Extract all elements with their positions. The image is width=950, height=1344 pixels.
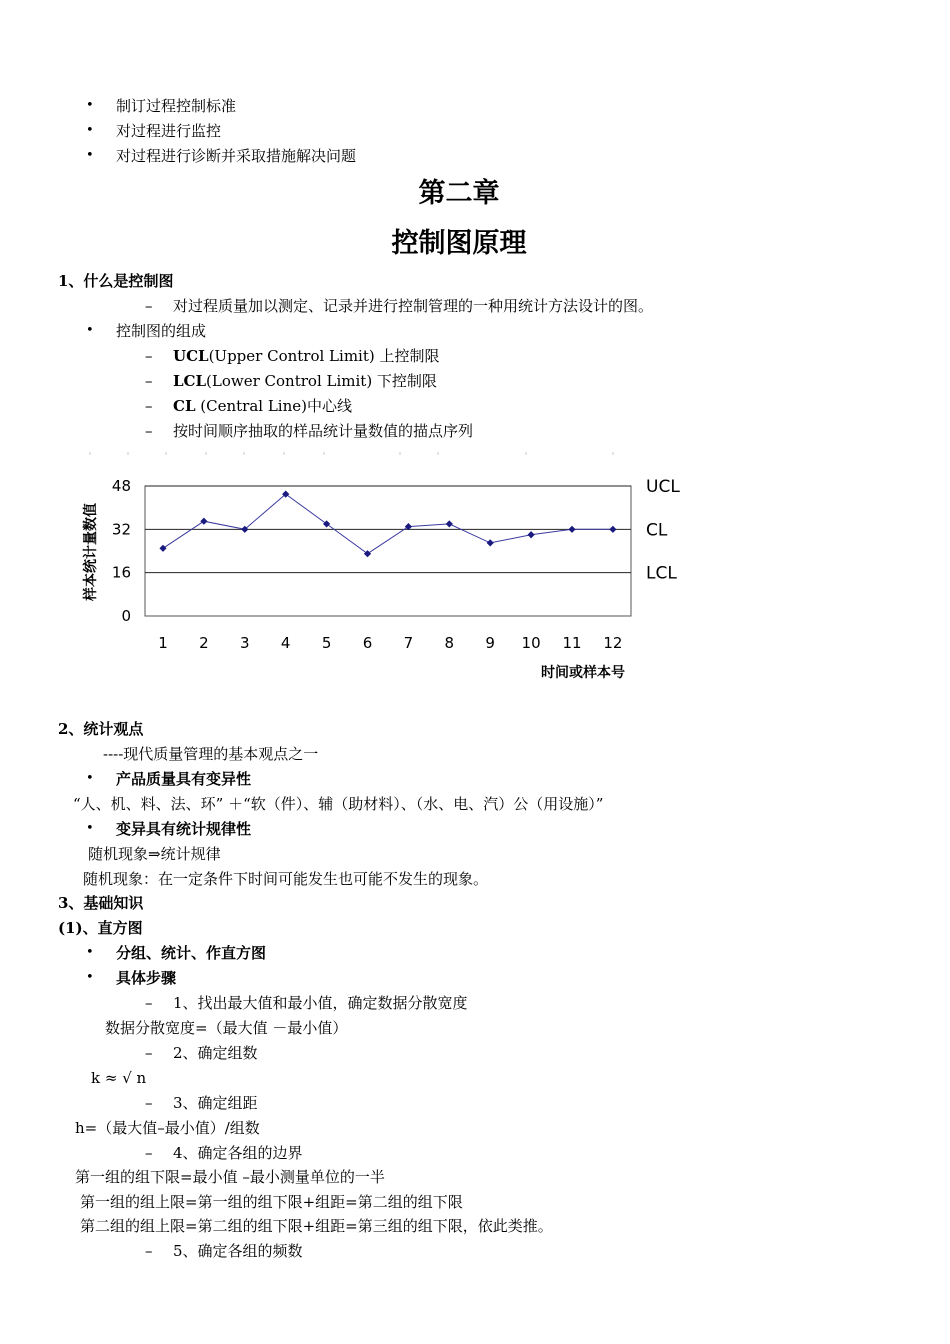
formula-text: 第一组的组下限=最小值 –最小测量单位的一半 (75, 1168, 385, 1186)
chapter-number: 第二章 (418, 178, 500, 209)
y-tick-label: 16 (111, 563, 131, 582)
formula-text: 第一组的组上限=第一组的组下限+组距=第二组的组下限 (80, 1193, 463, 1211)
intro-bullet-text: 对过程进行诊断并采取措施解决问题 (116, 147, 357, 165)
section-subtitle: ----现代质量管理的基本观点之一 (103, 745, 319, 763)
section-heading: 3、基础知识 (58, 894, 144, 912)
dash-icon: – (145, 397, 153, 415)
x-tick-label: 11 (562, 634, 582, 652)
bullet-icon: • (86, 98, 94, 113)
point-heading: 变异具有统计规律性 (116, 820, 252, 838)
dash-icon: – (145, 994, 153, 1012)
formula-text: 数据分散宽度=（最大值 －最小值） (105, 1019, 348, 1037)
composition-item-lcl (173, 371, 437, 391)
control-line-label: UCL (646, 477, 680, 497)
dash-icon: – (145, 422, 153, 440)
bullet-icon: • (86, 323, 94, 338)
x-tick-label: 2 (199, 634, 209, 652)
x-tick-label: 4 (280, 634, 291, 652)
bullet-icon: • (86, 148, 94, 163)
composition-item-ucl (173, 346, 439, 366)
point-detail: 随机现象：在一定条件下时间可能发生也可能不发生的现象。 (83, 870, 489, 888)
dash-icon: – (145, 1044, 153, 1062)
x-tick-label: 3 (240, 634, 250, 652)
item-text: (Upper Control Limit) 上控制限 (208, 347, 440, 365)
y-tick-label: 48 (111, 477, 131, 495)
section-heading: 2、统计观点 (58, 720, 144, 738)
x-tick-label: 10 (521, 634, 541, 652)
control-line-label: CL (646, 520, 668, 541)
top-tick-marks (90, 452, 613, 455)
formula-text: 第二组的组上限=第二组的组下限+组距=第三组的组下限，依此类推。 (80, 1217, 553, 1235)
bullet-icon: • (86, 821, 94, 836)
item-abbr: LCL (173, 372, 207, 390)
step-text: 3、确定组距 (173, 1094, 258, 1112)
dash-icon: – (145, 297, 153, 315)
x-tick-label: 9 (485, 634, 495, 652)
item-text: (Lower Control Limit) 下控制限 (206, 372, 437, 390)
dash-icon: – (145, 347, 153, 365)
control-chart (78, 446, 698, 686)
point-detail: “人、机、料、法、环” ＋“软（件）、辅（助材料）、（水、电、汽）公（用设施）” (73, 795, 604, 813)
dash-icon: – (145, 1094, 153, 1112)
formula-text: k ≈ √ n (91, 1069, 147, 1087)
composition-label: 控制图的组成 (116, 322, 207, 340)
dash-icon: – (145, 1144, 153, 1162)
item-abbr: CL (173, 397, 196, 415)
y-tick-label: 0 (121, 607, 131, 625)
bullet-icon: • (86, 123, 94, 138)
step-text: 4、确定各组的边界 (173, 1144, 303, 1162)
point-heading: 产品质量具有变异性 (116, 770, 252, 788)
step-text: 2、确定组数 (173, 1044, 258, 1062)
intro-bullet-text: 对过程进行监控 (116, 122, 222, 140)
intro-bullet-text: 制订过程控制标准 (116, 97, 237, 115)
bullet-text: 分组、统计、作直方图 (116, 944, 267, 962)
bullet-text: 具体步骤 (116, 969, 177, 987)
point-detail: 随机现象⇒统计规律 (88, 845, 221, 863)
plot-area (145, 486, 631, 616)
y-axis-label: 样本统计量数值 (83, 503, 99, 601)
bullet-icon: • (86, 771, 94, 786)
x-tick-label: 6 (362, 634, 373, 652)
step-text: 5、确定各组的频数 (173, 1242, 303, 1260)
composition-item-points: 按时间顺序抽取的样品统计量数值的描点序列 (173, 422, 474, 440)
x-tick-label: 7 (403, 634, 414, 652)
subsection-heading: (1)、直方图 (58, 919, 143, 937)
dash-icon: – (145, 372, 153, 390)
y-tick-label: 32 (111, 520, 131, 539)
composition-item-cl (173, 396, 352, 416)
item-abbr: UCL (173, 347, 209, 365)
control-line-label: LCL (646, 563, 677, 584)
bullet-icon: • (86, 945, 94, 960)
section-heading: 1、什么是控制图 (58, 272, 174, 290)
item-text: (Central Line)中心线 (195, 397, 352, 415)
chapter-title: 控制图原理 (391, 228, 527, 259)
definition-text: 对过程质量加以测定、记录并进行控制管理的一种用统计方法设计的图。 (173, 297, 654, 315)
bullet-icon: • (86, 970, 94, 985)
x-tick-label: 8 (444, 634, 455, 652)
x-tick-label: 12 (603, 634, 623, 652)
step-text: 1、找出最大值和最小值，确定数据分散宽度 (173, 994, 468, 1012)
x-tick-label: 5 (321, 634, 332, 652)
x-tick-label: 1 (158, 634, 168, 652)
dash-icon: – (145, 1242, 153, 1260)
x-axis-label: 时间或样本号 (541, 665, 625, 681)
formula-text: h=（最大值–最小值）/组数 (75, 1119, 260, 1137)
